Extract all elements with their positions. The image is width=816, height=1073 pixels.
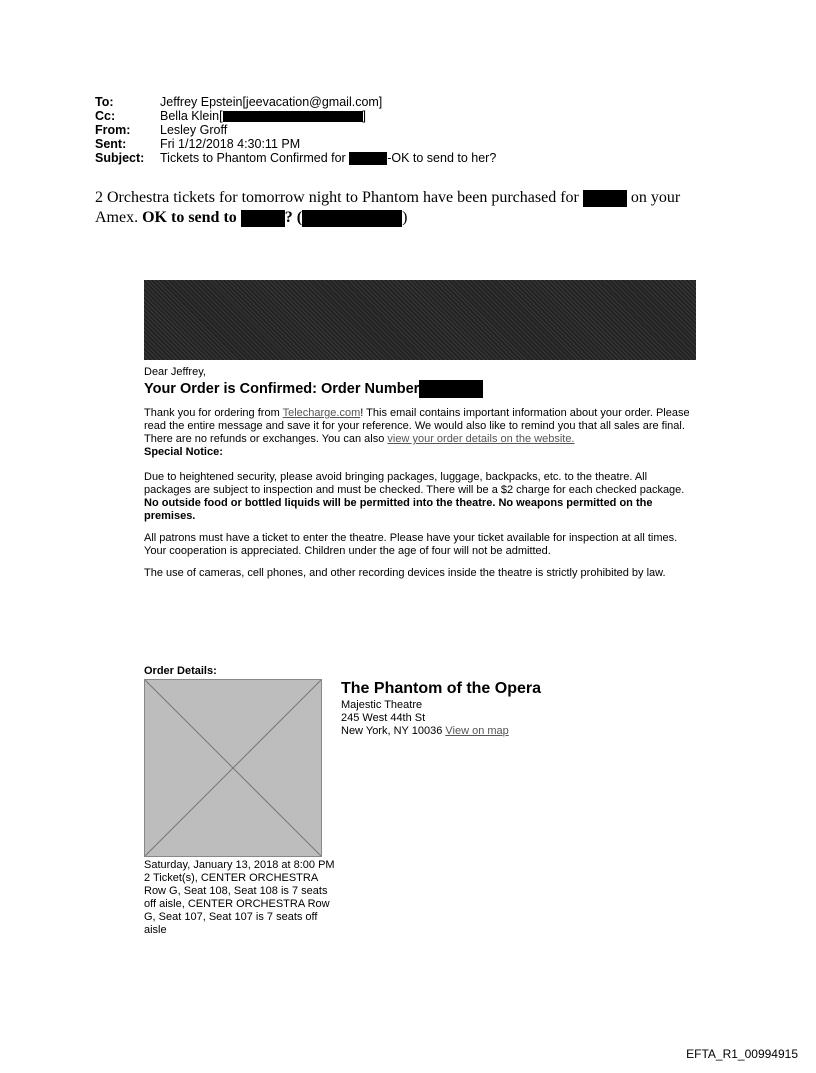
show-image-placeholder	[144, 679, 322, 857]
security-paragraph	[144, 471, 696, 523]
redaction	[349, 152, 387, 165]
special-notice-heading: Special Notice:	[144, 446, 223, 459]
venue-city-row	[341, 725, 681, 738]
confirmation-email	[144, 366, 696, 589]
sent-label: Sent:	[95, 137, 127, 151]
performance-date: Saturday, January 13, 2018 at 8:00 PM	[144, 859, 335, 871]
email-header	[95, 95, 695, 165]
from-row	[95, 123, 695, 137]
redaction	[583, 190, 627, 207]
message-line-1	[95, 188, 715, 208]
venue-name: Majestic Theatre	[341, 699, 423, 711]
from-label: From:	[95, 123, 131, 137]
message-line1-suffix: on your	[630, 189, 681, 206]
message-body	[95, 188, 715, 228]
paren-close: )	[402, 209, 408, 226]
question-mark: ?	[284, 209, 293, 226]
sent-value: Fri 1/12/2018 4:30:11 PM	[160, 137, 301, 151]
message-line2-prefix: Amex.	[95, 209, 139, 226]
greeting: Dear Jeffrey,	[144, 366, 206, 378]
show-info	[341, 679, 681, 738]
order-details-link[interactable]: view your order details on the website.	[387, 433, 575, 446]
redacted-banner	[144, 280, 696, 360]
subject-label: Subject:	[95, 151, 145, 165]
ok-to-send-text: OK to send to	[142, 209, 237, 226]
ticket-details: 2 Ticket(s), CENTER ORCHESTRA Row G, Seat 108, Seat 108 is 7 seats off aisle, CENTER ORCHESTRA Row G, Seat 107, Seat 107 is 7 seats off aisle	[144, 872, 330, 936]
security-bold-text: No outside food or bottled liquids will be permitted into the theatre. No weapons permitted on the premises.	[144, 497, 653, 523]
order-title	[144, 380, 696, 398]
cc-label: Cc:	[95, 109, 116, 123]
subject-value	[160, 151, 496, 165]
redaction	[302, 210, 402, 227]
security-text: Due to heightened security, please avoid bringing packages, luggage, backpacks, etc. to the theatre. All packages are subject to inspection and must be checked. There will be a $2 charge for each checked package.	[144, 471, 685, 497]
intro-text-a: Thank you for ordering from	[144, 407, 283, 420]
subject-row	[95, 151, 695, 165]
cc-value: Bella Klein[ ]	[160, 109, 367, 123]
ticket-paragraph: All patrons must have a ticket to enter the theatre. Please have your ticket available for inspection at all times. Your cooperation is appreciated. Children under the age of four will not be admitted.	[144, 532, 678, 558]
ticket-info	[144, 859, 342, 937]
message-line1-prefix: 2 Orchestra tickets for tomorrow night to Phantom have been purchased for	[95, 189, 579, 206]
order-title-text: Your Order is Confirmed: Order Number	[144, 381, 420, 397]
paren-open: (	[296, 209, 303, 226]
devices-paragraph: The use of cameras, cell phones, and other recording devices inside the theatre is strictly prohibited by law.	[144, 567, 666, 580]
redaction	[419, 380, 483, 398]
redaction	[223, 111, 363, 122]
view-on-map-link[interactable]: View on map	[445, 725, 509, 737]
message-line-2	[95, 208, 715, 228]
image-placeholder-icon	[145, 680, 321, 856]
subject-suffix: -OK to send to her?	[387, 151, 497, 165]
subject-prefix: Tickets to Phantom Confirmed for	[160, 151, 346, 165]
telecharge-link[interactable]: Telecharge.com	[282, 407, 361, 420]
from-value: Lesley Groff	[160, 123, 228, 137]
show-title: The Phantom of the Opera	[341, 680, 542, 697]
venue-city: New York, NY 10036	[341, 725, 443, 737]
cc-row	[95, 109, 695, 123]
document-id: EFTA_R1_00994915	[686, 1047, 798, 1061]
cc-name: Bella Klein[	[160, 109, 223, 123]
venue-street: 245 West 44th St	[341, 712, 426, 724]
sent-row	[95, 137, 695, 151]
to-value: Jeffrey Epstein[jeevacation@gmail.com]	[160, 95, 383, 109]
to-label: To:	[95, 95, 114, 109]
intro-text-b: ! This email contains important information about your order. Please read the entire message and save it for your reference. We would also like to remind you that all sales are final. There are no refunds or exchanges. You can also	[144, 407, 690, 446]
intro-paragraph	[144, 407, 696, 446]
redaction	[241, 210, 285, 227]
order-details-label: Order Details:	[144, 665, 217, 677]
to-row	[95, 95, 695, 109]
